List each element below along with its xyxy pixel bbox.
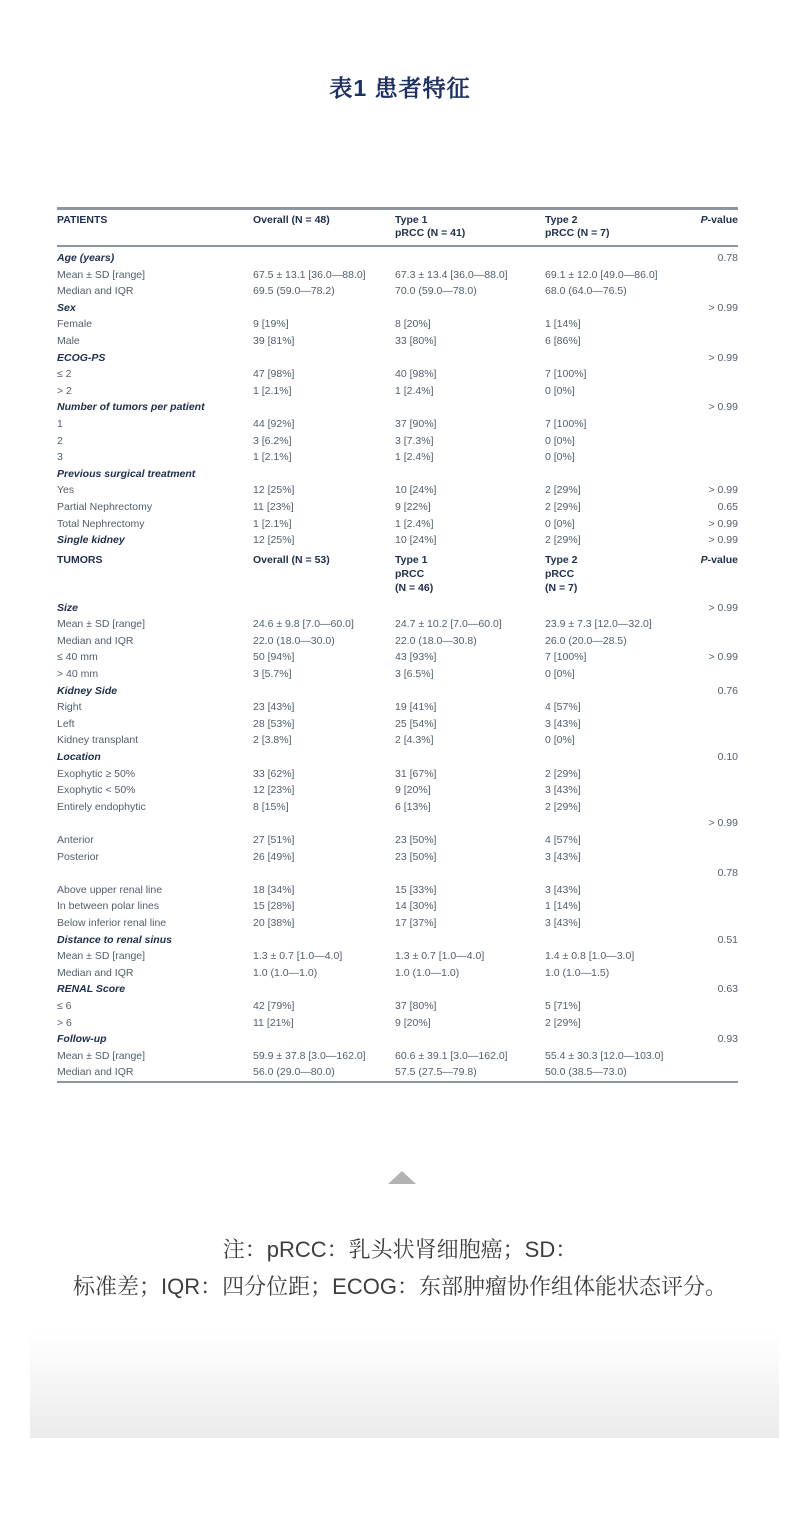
- cell-type1: 1 [2.4%]: [395, 384, 434, 397]
- cell-type2: 23.9 ± 7.3 [12.0—32.0]: [545, 618, 652, 631]
- table-row: [57, 865, 738, 882]
- cell-overall: 12 [25%]: [253, 484, 295, 497]
- cell-overall: 27 [51%]: [253, 834, 295, 846]
- row-label: Size: [57, 601, 79, 614]
- cell-type1: 1.3 ± 0.7 [1.0—4.0]: [395, 950, 485, 963]
- row-label: Below inferior renal line: [57, 916, 167, 929]
- cell-type1: 17 [37%]: [395, 916, 437, 929]
- cell-overall: 39 [81%]: [253, 334, 295, 347]
- cell-overall: 26 [49%]: [253, 850, 295, 863]
- cell-overall: 12 [25%]: [253, 534, 295, 547]
- table-row: [57, 915, 738, 932]
- row-label: ≤ 2: [57, 368, 72, 381]
- cell-overall: 20 [38%]: [253, 916, 295, 929]
- row-label: Number of tumors per patient: [57, 401, 205, 414]
- row-label: Left: [57, 717, 75, 730]
- cell-type1: 14 [30%]: [395, 900, 437, 913]
- cell-type1: 2 [4.3%]: [395, 734, 434, 747]
- cell-type1: 1 [2.4%]: [395, 517, 434, 530]
- table-group-row: [57, 683, 738, 700]
- table-row: [57, 283, 738, 300]
- cell-type2: 4 [57%]: [545, 834, 581, 846]
- cell-type1: 1.0 (1.0—1.0): [395, 966, 460, 979]
- row-label: Mean ± SD [range]: [57, 618, 146, 631]
- row-label: Kidney Side: [57, 684, 118, 697]
- cell-type2: 7 [100%]: [545, 651, 587, 664]
- cell-type1: 9 [20%]: [395, 784, 431, 797]
- row-label: Median and IQR: [57, 966, 134, 979]
- cell-type2: 2 [29%]: [545, 534, 581, 547]
- cell-overall: 24.6 ± 9.8 [7.0—60.0]: [253, 618, 354, 631]
- table-row: [57, 383, 738, 400]
- cell-overall: 1 [2.1%]: [253, 517, 292, 530]
- cell-type1: 37 [90%]: [395, 417, 437, 430]
- table-row: [57, 366, 738, 383]
- table-group-row: [57, 399, 738, 416]
- table-header-row: [57, 207, 738, 247]
- cell-pvalue: 0.65: [717, 500, 738, 513]
- cell-overall: 67.5 ± 13.1 [36.0—88.0]: [253, 268, 366, 281]
- cell-pvalue: > 0.99: [708, 534, 738, 547]
- cell-type2: 0 [0%]: [545, 668, 575, 681]
- cell-type1: 6 [13%]: [395, 800, 431, 813]
- cell-overall: 9 [19%]: [253, 318, 289, 331]
- row-label: 1: [57, 417, 63, 430]
- table-row: [57, 882, 738, 899]
- footnote-line-2: 标准差；IQR：四分位距；ECOG：东部肿瘤协作组体能状态评分。: [73, 1274, 727, 1299]
- table-group-row: [57, 932, 738, 949]
- cell-overall: Overall (N = 53): [253, 553, 330, 566]
- table-group-row: [57, 532, 738, 549]
- table-row: [57, 516, 738, 533]
- fade-divider: [30, 1332, 779, 1438]
- cell-type1: 33 [80%]: [395, 334, 437, 347]
- cell-type2: 69.1 ± 12.0 [49.0—86.0]: [545, 268, 658, 281]
- cell-pvalue: P-value: [700, 214, 738, 226]
- cell-overall: 3 [5.7%]: [253, 668, 292, 681]
- row-label: Median and IQR: [57, 1066, 134, 1079]
- cell-type2: 2 [29%]: [545, 500, 581, 513]
- cell-type1: 9 [22%]: [395, 500, 431, 513]
- page-title: 表1 患者特征: [329, 75, 471, 101]
- cell-type2: 0 [0%]: [545, 517, 575, 530]
- cell-pvalue: 0.10: [717, 751, 738, 764]
- cell-type2: 1 [14%]: [545, 318, 581, 331]
- cell-type1: 23 [50%]: [395, 850, 437, 863]
- cell-type2: 2 [29%]: [545, 484, 581, 497]
- row-label: > 6: [57, 1016, 72, 1029]
- table-group-row: [57, 250, 738, 267]
- row-label: Sex: [57, 301, 76, 314]
- cell-type1: 70.0 (59.0—78.0): [395, 285, 477, 298]
- cell-overall: 1.3 ± 0.7 [1.0—4.0]: [253, 950, 343, 963]
- cell-type1: 37 [80%]: [395, 999, 437, 1012]
- table-row: [57, 449, 738, 466]
- cell-type2: 50.0 (38.5—73.0): [545, 1066, 627, 1079]
- cell-type2: 26.0 (20.0—28.5): [545, 634, 627, 647]
- row-label: ≤ 6: [57, 999, 72, 1012]
- table-row: [57, 766, 738, 783]
- row-label: 3: [57, 451, 63, 464]
- cell-pvalue: P-value: [700, 553, 738, 566]
- cell-type1: 3 [7.3%]: [395, 434, 434, 447]
- row-label: Exophytic < 50%: [57, 784, 136, 797]
- cell-overall: 1 [2.1%]: [253, 384, 292, 397]
- row-label: Anterior: [57, 834, 94, 846]
- cell-type1: 25 [54%]: [395, 717, 437, 730]
- cell-overall: 11 [21%]: [253, 1016, 294, 1029]
- cell-pvalue: > 0.99: [708, 301, 738, 314]
- row-label: Single kidney: [57, 534, 125, 547]
- row-label: Partial Nephrectomy: [57, 500, 153, 513]
- table-row: [57, 799, 738, 816]
- cell-type2: 0 [0%]: [545, 734, 575, 747]
- cell-overall: 47 [98%]: [253, 368, 295, 381]
- row-label: > 2: [57, 384, 72, 397]
- table-row: [57, 898, 738, 915]
- cell-type2: 1.4 ± 0.8 [1.0—3.0]: [545, 950, 635, 963]
- cell-pvalue: 0.76: [717, 684, 738, 697]
- cell-type1: 10 [24%]: [395, 484, 437, 497]
- table-row: [57, 1015, 738, 1032]
- row-label: Total Nephrectomy: [57, 517, 145, 530]
- cell-pvalue: > 0.99: [708, 517, 738, 530]
- table-row: [57, 732, 738, 749]
- table-header-row: [57, 549, 738, 600]
- cell-overall: 69.5 (59.0—78.2): [253, 285, 335, 298]
- cell-type2: 3 [43%]: [545, 850, 581, 863]
- cell-type1: 3 [6.5%]: [395, 668, 434, 681]
- cell-pvalue: > 0.99: [708, 651, 738, 664]
- row-label: Exophytic ≥ 50%: [57, 767, 136, 780]
- footnote-line-1: 注：pRCC：乳头状肾细胞癌；SD：: [222, 1237, 578, 1262]
- table-row: [57, 666, 738, 683]
- row-label: Entirely endophytic: [57, 800, 146, 813]
- table-group-row: [57, 600, 738, 617]
- cell-pvalue: > 0.99: [708, 401, 738, 414]
- row-label: TUMORS: [57, 553, 103, 566]
- cell-type1: 22.0 (18.0—30.8): [395, 634, 477, 647]
- table-row: [57, 832, 738, 849]
- row-label: PATIENTS: [57, 214, 108, 226]
- row-label: Median and IQR: [57, 634, 134, 647]
- table-group-row: [57, 466, 738, 483]
- table-row: [57, 633, 738, 650]
- table-row: [57, 998, 738, 1015]
- row-label: 2: [57, 434, 63, 447]
- cell-type2: 2 [29%]: [545, 1016, 581, 1029]
- row-label: Previous surgical treatment: [57, 467, 196, 480]
- cell-type1: 57.5 (27.5—79.8): [395, 1066, 477, 1079]
- cell-pvalue: 0.78: [717, 867, 738, 880]
- row-label: Age (years): [57, 252, 115, 264]
- cell-type2: 68.0 (64.0—76.5): [545, 285, 627, 298]
- cell-type2: 3 [43%]: [545, 784, 581, 797]
- row-label: Yes: [57, 484, 75, 497]
- row-label: Female: [57, 318, 93, 331]
- row-label: RENAL Score: [57, 983, 126, 996]
- cell-overall: 15 [28%]: [253, 900, 295, 913]
- table-footnote: [0, 1231, 800, 1305]
- cell-type1: 67.3 ± 13.4 [36.0—88.0]: [395, 268, 508, 281]
- row-label: Location: [57, 751, 101, 764]
- table-row: [57, 333, 738, 350]
- cell-type2: 3 [43%]: [545, 883, 581, 896]
- cell-overall: 44 [92%]: [253, 417, 295, 430]
- row-label: Distance to renal sinus: [57, 933, 172, 946]
- cell-pvalue: 0.78: [717, 252, 738, 264]
- cell-type2: 7 [100%]: [545, 368, 587, 381]
- cell-overall: 1.0 (1.0—1.0): [253, 966, 318, 979]
- table-row: [57, 716, 738, 733]
- row-label: In between polar lines: [57, 900, 160, 913]
- row-label: ECOG-PS: [57, 351, 106, 364]
- table-row: [57, 815, 738, 832]
- cell-type2: 1 [14%]: [545, 900, 581, 913]
- cell-type1: 31 [67%]: [395, 767, 437, 780]
- cell-type2: 0 [0%]: [545, 434, 575, 447]
- table-row: [57, 948, 738, 965]
- cell-type2: 4 [57%]: [545, 701, 581, 714]
- cell-type2: Type 2 pRCC (N = 7): [545, 214, 610, 239]
- cell-overall: 12 [23%]: [253, 784, 295, 797]
- row-label: Mean ± SD [range]: [57, 1049, 146, 1062]
- cell-overall: 11 [23%]: [253, 500, 294, 513]
- cell-type1: Type 1 pRCC (N = 41): [395, 214, 466, 239]
- row-label: Kidney transplant: [57, 734, 139, 747]
- cell-type2: 3 [43%]: [545, 916, 581, 929]
- row-label: Right: [57, 701, 82, 714]
- table-row: [57, 849, 738, 866]
- cell-type1: 24.7 ± 10.2 [7.0—60.0]: [395, 618, 502, 631]
- patients-table: [57, 207, 738, 1083]
- table-row: [57, 1048, 738, 1065]
- cell-pvalue: > 0.99: [708, 351, 738, 364]
- cell-type1: 10 [24%]: [395, 534, 437, 547]
- table-row: [57, 482, 738, 499]
- cell-type2: 55.4 ± 30.3 [12.0—103.0]: [545, 1049, 664, 1062]
- table-row: [57, 965, 738, 982]
- cell-type2: 2 [29%]: [545, 767, 581, 780]
- cell-type1: Type 1 pRCC (N = 46): [395, 553, 434, 594]
- cell-pvalue: 0.93: [717, 1033, 738, 1046]
- cell-overall: 22.0 (18.0—30.0): [253, 634, 335, 647]
- cell-type2: 2 [29%]: [545, 800, 581, 813]
- cell-overall: 18 [34%]: [253, 883, 295, 896]
- cell-type1: 8 [20%]: [395, 318, 431, 331]
- cell-type1: 9 [20%]: [395, 1016, 431, 1029]
- table-row: [57, 782, 738, 799]
- cell-type2: 5 [71%]: [545, 999, 581, 1012]
- cell-overall: 8 [15%]: [253, 800, 289, 813]
- cell-overall: 1 [2.1%]: [253, 451, 292, 464]
- cell-overall: 23 [43%]: [253, 701, 295, 714]
- cell-type1: 43 [93%]: [395, 651, 437, 664]
- table-group-row: [57, 300, 738, 317]
- row-label: Mean ± SD [range]: [57, 950, 146, 963]
- table-row: [57, 1064, 738, 1081]
- row-label: ≤ 40 mm: [57, 651, 98, 664]
- row-label: Median and IQR: [57, 285, 134, 298]
- row-label: > 40 mm: [57, 668, 99, 681]
- cell-overall: 2 [3.8%]: [253, 734, 292, 747]
- cell-type2: Type 2 pRCC (N = 7): [545, 553, 578, 594]
- row-label: Above upper renal line: [57, 883, 163, 896]
- table-row: [57, 616, 738, 633]
- cell-type1: 1 [2.4%]: [395, 451, 434, 464]
- table-row: [57, 316, 738, 333]
- cell-type2: 0 [0%]: [545, 384, 575, 397]
- cell-pvalue: > 0.99: [708, 817, 738, 830]
- cell-pvalue: 0.63: [717, 983, 738, 996]
- table-group-row: [57, 350, 738, 367]
- cell-overall: 56.0 (29.0—80.0): [253, 1066, 335, 1079]
- cell-overall: Overall (N = 48): [253, 214, 330, 226]
- cell-overall: 28 [53%]: [253, 717, 295, 730]
- table-group-row: [57, 749, 738, 766]
- table-row: [57, 699, 738, 716]
- cell-pvalue: > 0.99: [708, 484, 738, 497]
- cell-overall: 42 [79%]: [253, 999, 295, 1012]
- cell-type2: 1.0 (1.0—1.5): [545, 966, 610, 979]
- row-label: Follow-up: [57, 1033, 107, 1046]
- cell-pvalue: > 0.99: [708, 601, 738, 614]
- cell-type1: 15 [33%]: [395, 883, 437, 896]
- cell-overall: 50 [94%]: [253, 651, 295, 664]
- table-group-row: [57, 981, 738, 998]
- table-row: [57, 433, 738, 450]
- table-row: [57, 267, 738, 284]
- cell-type2: 3 [43%]: [545, 717, 581, 730]
- cell-type1: 19 [41%]: [395, 701, 437, 714]
- cell-type1: 40 [98%]: [395, 368, 437, 381]
- cell-overall: 59.9 ± 37.8 [3.0—162.0]: [253, 1049, 366, 1062]
- table-row: [57, 416, 738, 433]
- cell-type2: 7 [100%]: [545, 417, 587, 430]
- table-row: [57, 499, 738, 516]
- collapse-triangle-icon[interactable]: [388, 1171, 416, 1184]
- cell-type2: 0 [0%]: [545, 451, 575, 464]
- cell-type1: 60.6 ± 39.1 [3.0—162.0]: [395, 1049, 508, 1062]
- table-row: [57, 649, 738, 666]
- cell-overall: 3 [6.2%]: [253, 434, 292, 447]
- table-group-row: [57, 1031, 738, 1048]
- row-label: Male: [57, 334, 80, 347]
- row-label: Posterior: [57, 850, 100, 863]
- cell-overall: 33 [62%]: [253, 767, 295, 780]
- cell-type1: 23 [50%]: [395, 834, 437, 846]
- cell-type2: 6 [86%]: [545, 334, 581, 347]
- cell-pvalue: 0.51: [717, 933, 738, 946]
- row-label: Mean ± SD [range]: [57, 268, 146, 281]
